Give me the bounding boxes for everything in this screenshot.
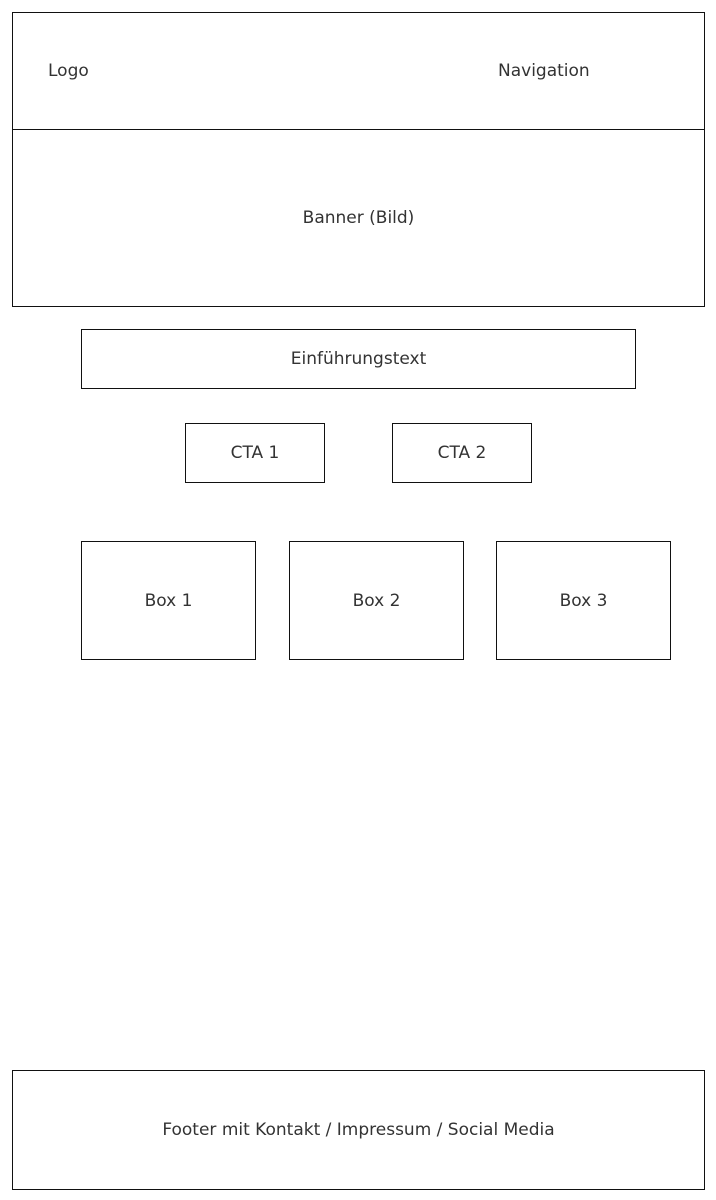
cta-1-button xyxy=(185,423,325,483)
banner-block xyxy=(12,129,705,307)
cta-2-label: CTA 2 xyxy=(437,443,487,463)
content-box-2 xyxy=(289,541,464,660)
footer-block xyxy=(12,1070,705,1190)
content-box-1-label: Box 1 xyxy=(144,590,193,611)
intro-text-label: Einführungstext xyxy=(290,349,427,369)
footer-label: Footer mit Kontakt / Impressum / Social Media xyxy=(162,1120,555,1140)
navigation-placeholder: Navigation xyxy=(498,61,590,81)
logo-placeholder: Logo xyxy=(48,61,89,81)
content-box-3 xyxy=(496,541,671,660)
cta-2-button xyxy=(392,423,532,483)
content-box-1 xyxy=(81,541,256,660)
content-box-3-label: Box 3 xyxy=(559,590,608,611)
header-block xyxy=(12,12,705,131)
intro-text-block xyxy=(81,329,636,389)
content-box-2-label: Box 2 xyxy=(352,590,401,611)
banner-label: Banner (Bild) xyxy=(302,208,415,228)
cta-1-label: CTA 1 xyxy=(230,443,280,463)
